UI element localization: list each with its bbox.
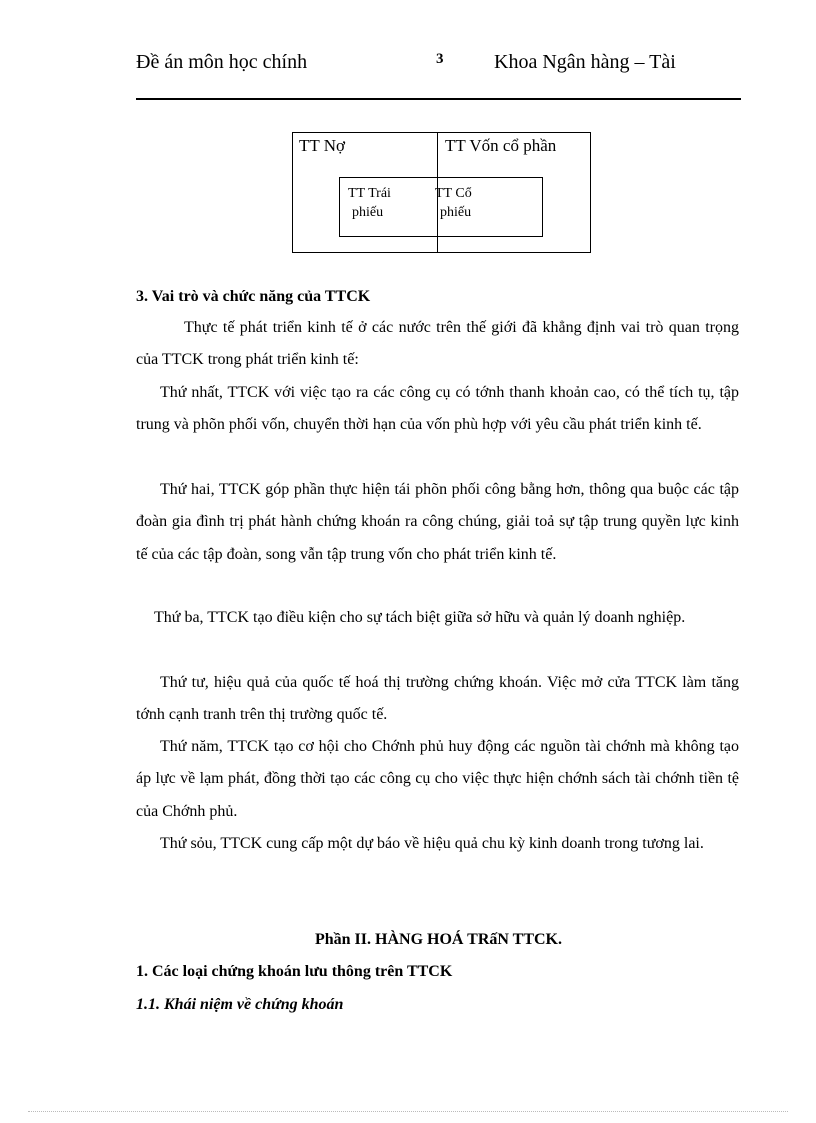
paragraph: Thứ nhất, TTCK với việc tạo ra các công cụ có tớnh thanh khoản cao, có thể tích tụ, tập trung và phõn phối vốn, chuyển thời hạn của vốn phù hợp với yêu cầu phát triển kinh tế. xyxy=(136,384,739,434)
section-heading: 3. Vai trò và chức năng của TTCK xyxy=(136,288,371,305)
bond-market-label-line1: TT Trái xyxy=(348,186,391,201)
paragraph: Thứ hai, TTCK góp phần thực hiện tái phõn phối công bằng hơn, thông qua buộc các tập đoàn gia đình trị phát hành chứng khoán ra công chúng, giải toả sự tập trung quyền lực kinh tế của các tập đoàn, song vẫn tập trung vốn cho phát triển kinh tế. xyxy=(136,481,739,563)
paragraph: Thực tế phát triển kinh tế ở các nước trên thế giới đã khẳng định vai trò quan trọng của TTCK trong phát triển kinh tế: xyxy=(136,319,739,369)
equity-market-label: TT Vốn cổ phần xyxy=(445,136,557,155)
part-title: Phần II. HÀNG HOÁ TRấN TTCK. xyxy=(314,931,562,948)
subsection-heading: 1. Các loại chứng khoán lưu thông trên TTCK xyxy=(136,963,453,980)
bond-market-label-line2: phiếu xyxy=(352,205,384,220)
paragraph: Thứ năm, TTCK tạo cơ hội cho Chớnh phủ huy động các nguồn tài chớnh mà không tạo áp lực về lạm phát, đồng thời tạo các công cụ cho việc thực hiện chớnh sách tài chớnh tiền tệ của Chớnh phủ. xyxy=(136,738,739,820)
header-course-title: Đề án môn học chính xyxy=(136,51,308,73)
stock-market-label-line1: TT Cổ xyxy=(435,186,472,201)
debt-market-label: TT Nợ xyxy=(299,136,345,155)
paragraph: Thứ ba, TTCK tạo điều kiện cho sự tách biệt giữa sở hữu và quản lý doanh nghiệp. xyxy=(154,609,686,626)
stock-market-label-line2: phiếu xyxy=(440,205,472,220)
page-bottom-rule xyxy=(28,1111,788,1112)
paragraph: Thứ tư, hiệu quả của quốc tế hoá thị trường chứng khoán. Việc mở cửa TTCK làm tăng tớnh cạnh tranh trên thị trường quốc tế. xyxy=(136,674,739,724)
subsubsection-heading: 1.1. Khái niệm về chứng khoán xyxy=(136,996,344,1013)
header-faculty: Khoa Ngân hàng – Tài xyxy=(494,51,676,73)
header-rule xyxy=(136,98,741,100)
page-number: 3 xyxy=(436,51,444,67)
paragraph: Thứ sỏu, TTCK cung cấp một dự báo về hiệu quả chu kỳ kinh doanh trong tương lai. xyxy=(160,835,704,852)
